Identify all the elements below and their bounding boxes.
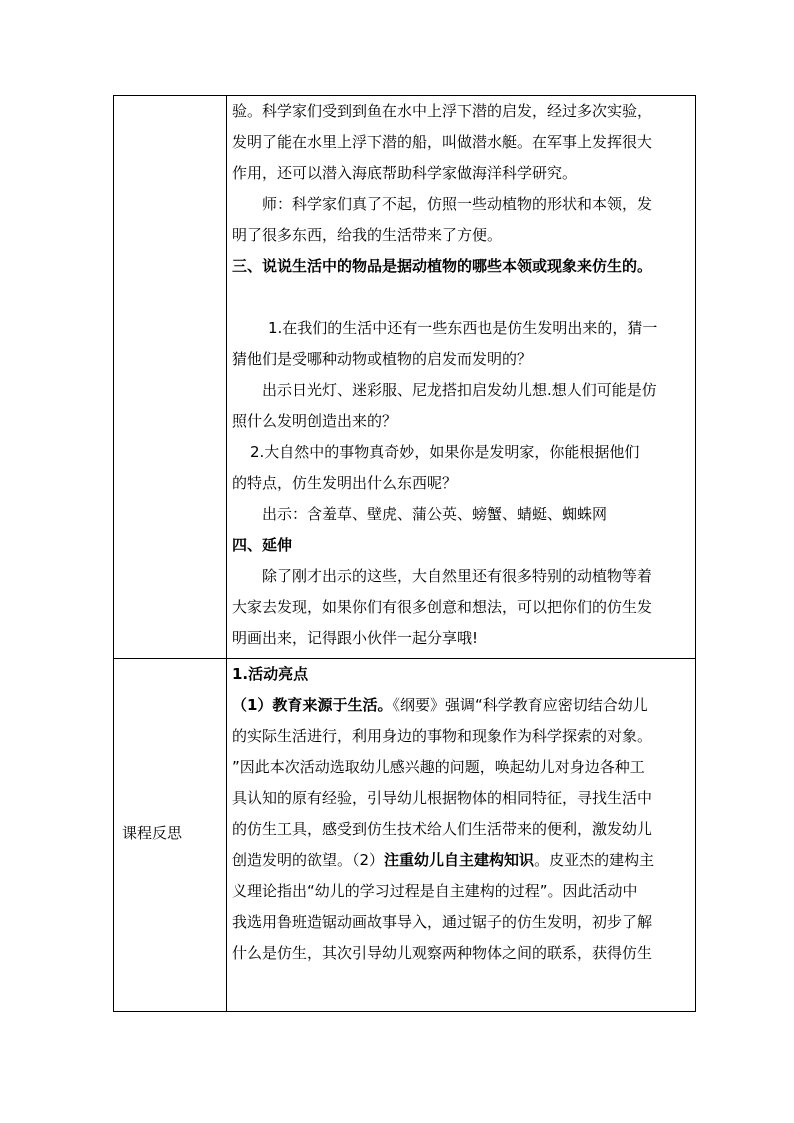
text-line: 的仿生工具，感受到仿生技术给人们生活带来的便利，激发幼儿 xyxy=(232,820,653,838)
text-line: 的实际生活进行，利用身边的事物和现象作为科学探索的对象。 xyxy=(232,727,653,745)
text-span: 《纲要》强调“科学教育应密切结合幼儿 xyxy=(392,696,648,714)
table-row xyxy=(114,659,696,1012)
reflection-cell xyxy=(227,659,696,1012)
text-line: 除了刚才出示的这些，大自然里还有很多特别的动植物等着 xyxy=(262,567,653,585)
blank-line xyxy=(232,282,689,313)
empty-label-cell xyxy=(114,96,227,659)
text-line: 明了很多东西，给我的生活带来了方便。 xyxy=(232,226,503,244)
text-line: 出示日光灯、迷彩服、尼龙搭扣启发幼儿想.想人们可能是仿 xyxy=(262,381,657,399)
text-line: 验。科学家们受到到鱼在水中上浮下潜的启发，经过多次实验， xyxy=(232,102,653,120)
text-span: 。皮亚杰的建构主 xyxy=(534,851,655,869)
text-line: 明画出来，记得跟小伙伴一起分享哦! xyxy=(232,629,479,647)
text-line xyxy=(232,845,689,876)
text-line: 出示：含羞草、壁虎、蒲公英、螃蟹、蜻蜓、蜘蛛网 xyxy=(262,505,608,523)
text-line: 我选用鲁班造锯动画故事导入，通过锯子的仿生发明，初步了解 xyxy=(232,913,653,931)
text-line: 猜他们是受哪种动物或植物的启发而发明的？ xyxy=(232,350,533,368)
section-heading-3: 三、说说生活中的物品是据动植物的哪些本领或现象来仿生的。 xyxy=(232,257,653,275)
text-line: 作用，还可以潜入海底帮助科学家做海洋科学研究。 xyxy=(232,164,578,182)
text-line xyxy=(232,690,689,721)
text-line: 2.大自然中的事物真奇妙，如果你是发明家，你能根据他们 xyxy=(250,443,640,461)
highlight-1: （1）教育来源于生活。 xyxy=(232,696,393,714)
reflection-label: 课程反思 xyxy=(114,659,227,1012)
section-heading-4: 四、延伸 xyxy=(232,536,293,554)
activity-process-content xyxy=(227,96,695,654)
text-line: 义理论指出“幼儿的学习过程是自主建构的过程”。因此活动中 xyxy=(232,882,638,900)
text-line: 照什么发明创造出来的？ xyxy=(232,412,398,430)
text-span: 创造发明的欲望。（2） xyxy=(232,851,385,869)
reflection-title: 1.活动亮点 xyxy=(232,665,309,683)
table-row xyxy=(114,96,696,659)
text-line: 师：科学家们真了不起，仿照一些动植物的形状和本领，发 xyxy=(262,195,653,213)
text-line: 大家去发现，如果你们有很多创意和想法，可以把你们的仿生发 xyxy=(232,598,653,616)
highlight-2: 注重幼儿自主建构知识 xyxy=(384,851,535,869)
lesson-plan-table xyxy=(113,95,696,1012)
reflection-content xyxy=(227,659,695,969)
text-line: 的特点，仿生发明出什么东西呢？ xyxy=(232,474,458,492)
text-line: 发明了能在水里上浮下潜的船，叫做潜水艇。在军事上发挥很大 xyxy=(232,133,653,151)
text-line: ”因此本次活动选取幼儿感兴趣的问题，唤起幼儿对身边各种工 xyxy=(232,758,645,776)
text-line: 1.在我们的生活中还有一些东西也是仿生发明出来的，猜一 xyxy=(268,319,658,337)
text-line: 具认知的原有经验，引导幼儿根据物体的相同特征，寻找生活中 xyxy=(232,789,653,807)
text-line: 什么是仿生，其次引导幼儿观察两种物体之间的联系，获得仿生 xyxy=(232,944,653,962)
activity-process-cell xyxy=(227,96,696,659)
